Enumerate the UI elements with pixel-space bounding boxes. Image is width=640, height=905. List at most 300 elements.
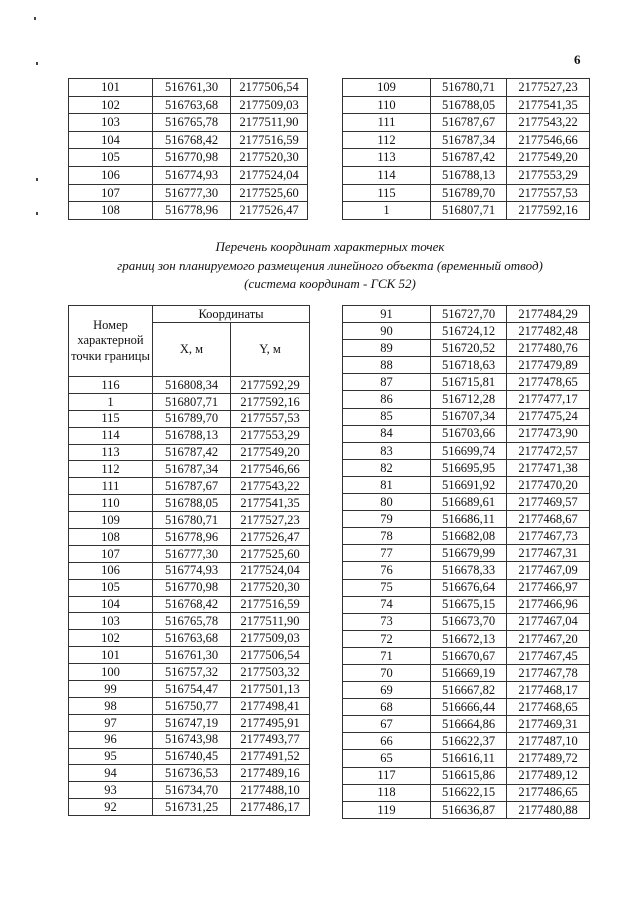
x-coordinate-cell: 516774,93 (153, 562, 231, 579)
x-coordinate-cell: 516778,96 (153, 529, 231, 546)
x-coordinate-cell: 516718,63 (431, 357, 507, 374)
point-number-cell: 114 (343, 166, 431, 184)
y-coordinate-cell: 2177557,53 (507, 184, 590, 202)
point-number-cell: 89 (343, 340, 431, 357)
y-coordinate-cell: 2177592,16 (507, 202, 590, 220)
point-number-cell: 93 (69, 782, 153, 799)
point-number-cell: 80 (343, 494, 431, 511)
table-row (343, 459, 590, 476)
y-coordinate-cell: 2177473,90 (507, 425, 590, 442)
point-number-cell: 102 (69, 630, 153, 647)
x-coordinate-cell: 516664,86 (431, 716, 507, 733)
point-number-cell: 111 (343, 114, 431, 132)
point-number-cell: 115 (69, 410, 153, 427)
scan-mark (36, 212, 38, 215)
point-number-cell: 116 (69, 377, 153, 394)
point-number-cell: 104 (69, 131, 153, 149)
y-coordinate-cell: 2177489,12 (507, 767, 590, 784)
y-coordinate-cell: 2177475,24 (507, 408, 590, 425)
x-coordinate-cell: 516678,33 (431, 562, 507, 579)
table-row (69, 731, 310, 748)
table-row (69, 596, 310, 613)
point-number-cell: 87 (343, 374, 431, 391)
y-coordinate-cell: 2177480,76 (507, 340, 590, 357)
header-coordinates: Координаты (153, 306, 310, 323)
y-coordinate-cell: 2177592,29 (231, 377, 310, 394)
table-row (343, 511, 590, 528)
table-row (343, 596, 590, 613)
y-coordinate-cell: 2177516,59 (231, 131, 308, 149)
x-coordinate-cell: 516636,87 (431, 801, 507, 818)
x-coordinate-cell: 516750,77 (153, 697, 231, 714)
point-number-cell: 81 (343, 476, 431, 493)
section-title-line-1: Перечень координат характерных точек (215, 239, 445, 254)
y-coordinate-cell: 2177557,53 (231, 410, 310, 427)
table-row (343, 699, 590, 716)
table-row (343, 613, 590, 630)
y-coordinate-cell: 2177468,67 (507, 511, 590, 528)
y-coordinate-cell: 2177527,23 (507, 79, 590, 97)
point-number-cell: 66 (343, 733, 431, 750)
point-number-cell: 86 (343, 391, 431, 408)
x-coordinate-cell: 516703,66 (431, 425, 507, 442)
y-coordinate-cell: 2177491,52 (231, 748, 310, 765)
table-row (343, 545, 590, 562)
x-coordinate-cell: 516788,05 (153, 495, 231, 512)
x-coordinate-cell: 516707,34 (431, 408, 507, 425)
table-row (69, 545, 310, 562)
table-row (343, 784, 590, 801)
y-coordinate-cell: 2177488,10 (231, 782, 310, 799)
y-coordinate-cell: 2177467,31 (507, 545, 590, 562)
y-coordinate-cell: 2177486,65 (507, 784, 590, 801)
y-coordinate-cell: 2177526,47 (231, 529, 310, 546)
x-coordinate-cell: 516672,13 (431, 630, 507, 647)
y-coordinate-cell: 2177467,04 (507, 613, 590, 630)
y-coordinate-cell: 2177592,16 (231, 393, 310, 410)
point-number-cell: 92 (69, 799, 153, 816)
y-coordinate-cell: 2177506,54 (231, 647, 310, 664)
y-coordinate-cell: 2177501,13 (231, 681, 310, 698)
table-row (343, 767, 590, 784)
table-row (69, 377, 310, 394)
y-coordinate-cell: 2177543,22 (507, 114, 590, 132)
x-coordinate-cell: 516768,42 (153, 131, 231, 149)
point-number-cell: 70 (343, 664, 431, 681)
x-coordinate-cell: 516622,15 (431, 784, 507, 801)
point-number-cell: 112 (69, 461, 153, 478)
x-coordinate-cell: 516770,98 (153, 579, 231, 596)
y-coordinate-cell: 2177516,59 (231, 596, 310, 613)
y-coordinate-cell: 2177484,29 (507, 306, 590, 323)
point-number-cell: 101 (69, 79, 153, 97)
coordinates-table-continued-right (342, 78, 590, 220)
table-row (343, 79, 590, 97)
table-row (343, 425, 590, 442)
y-coordinate-cell: 2177549,20 (507, 149, 590, 167)
point-number-cell: 113 (69, 444, 153, 461)
table-row (69, 765, 310, 782)
point-number-cell: 82 (343, 459, 431, 476)
x-coordinate-cell: 516615,86 (431, 767, 507, 784)
point-number-cell: 111 (69, 478, 153, 495)
point-number-cell: 78 (343, 528, 431, 545)
table-row (69, 664, 310, 681)
x-coordinate-cell: 516720,52 (431, 340, 507, 357)
table-row (343, 528, 590, 545)
table-row (343, 202, 590, 220)
x-coordinate-cell: 516761,30 (153, 79, 231, 97)
scan-mark (36, 178, 38, 181)
point-number-cell: 72 (343, 630, 431, 647)
point-number-cell: 73 (343, 613, 431, 630)
y-coordinate-cell: 2177543,22 (231, 478, 310, 495)
y-coordinate-cell: 2177471,38 (507, 459, 590, 476)
y-coordinate-cell: 2177520,30 (231, 149, 308, 167)
point-number-cell: 104 (69, 596, 153, 613)
table-row (69, 461, 310, 478)
point-number-cell: 77 (343, 545, 431, 562)
boundary-points-table-right (342, 305, 590, 819)
point-number-cell: 108 (69, 529, 153, 546)
x-coordinate-cell: 516686,11 (431, 511, 507, 528)
table-row (343, 184, 590, 202)
table-row (343, 96, 590, 114)
x-coordinate-cell: 516699,74 (431, 442, 507, 459)
table-row (69, 579, 310, 596)
y-coordinate-cell: 2177549,20 (231, 444, 310, 461)
table-row (69, 410, 310, 427)
table-row (69, 529, 310, 546)
x-coordinate-cell: 516747,19 (153, 714, 231, 731)
x-coordinate-cell: 516673,70 (431, 613, 507, 630)
point-number-cell: 76 (343, 562, 431, 579)
header-x: X, м (153, 323, 231, 377)
table-row (343, 114, 590, 132)
point-number-cell: 117 (343, 767, 431, 784)
point-number-cell: 101 (69, 647, 153, 664)
point-number-cell: 96 (69, 731, 153, 748)
y-coordinate-cell: 2177525,60 (231, 184, 308, 202)
table-row (343, 494, 590, 511)
table-row (343, 750, 590, 767)
x-coordinate-cell: 516788,13 (431, 166, 507, 184)
table-row (69, 697, 310, 714)
x-coordinate-cell: 516691,92 (431, 476, 507, 493)
y-coordinate-cell: 2177469,57 (507, 494, 590, 511)
point-number-cell: 74 (343, 596, 431, 613)
y-coordinate-cell: 2177503,32 (231, 664, 310, 681)
table-row (343, 391, 590, 408)
y-coordinate-cell: 2177489,72 (507, 750, 590, 767)
point-number-cell: 97 (69, 714, 153, 731)
y-coordinate-cell: 2177468,17 (507, 682, 590, 699)
y-coordinate-cell: 2177470,20 (507, 476, 590, 493)
table-row (69, 630, 310, 647)
table-row (69, 166, 308, 184)
x-coordinate-cell: 516724,12 (431, 323, 507, 340)
x-coordinate-cell: 516780,71 (153, 512, 231, 529)
table-row (69, 562, 310, 579)
point-number-cell: 109 (343, 79, 431, 97)
table-row (69, 613, 310, 630)
x-coordinate-cell: 516774,93 (153, 166, 231, 184)
table-row (343, 306, 590, 323)
point-number-cell: 118 (343, 784, 431, 801)
point-number-cell: 88 (343, 357, 431, 374)
y-coordinate-cell: 2177506,54 (231, 79, 308, 97)
table-row (69, 149, 308, 167)
point-number-cell: 99 (69, 681, 153, 698)
point-number-cell: 1 (69, 393, 153, 410)
x-coordinate-cell: 516780,71 (431, 79, 507, 97)
header-y: Y, м (231, 323, 310, 377)
section-title-line-2: границ зон планируемого размещения линейного объекта (временный отвод) (117, 257, 543, 273)
x-coordinate-cell: 516682,08 (431, 528, 507, 545)
y-coordinate-cell: 2177486,17 (231, 799, 310, 816)
point-number-cell: 85 (343, 408, 431, 425)
point-number-cell: 68 (343, 699, 431, 716)
x-coordinate-cell: 516616,11 (431, 750, 507, 767)
x-coordinate-cell: 516787,67 (431, 114, 507, 132)
point-number-cell: 102 (69, 96, 153, 114)
section-title-line-3: (система координат - ГСК 52) (244, 276, 416, 291)
table-row (69, 799, 310, 816)
table-row (69, 131, 308, 149)
x-coordinate-cell: 516787,67 (153, 478, 231, 495)
y-coordinate-cell: 2177467,09 (507, 562, 590, 579)
y-coordinate-cell: 2177467,45 (507, 647, 590, 664)
x-coordinate-cell: 516778,96 (153, 202, 231, 220)
y-coordinate-cell: 2177527,23 (231, 512, 310, 529)
y-coordinate-cell: 2177546,66 (231, 461, 310, 478)
x-coordinate-cell: 516765,78 (153, 114, 231, 132)
x-coordinate-cell: 516807,71 (431, 202, 507, 220)
point-number-cell: 106 (69, 166, 153, 184)
point-number-cell: 107 (69, 545, 153, 562)
y-coordinate-cell: 2177520,30 (231, 579, 310, 596)
y-coordinate-cell: 2177478,65 (507, 374, 590, 391)
table-row (343, 131, 590, 149)
x-coordinate-cell: 516763,68 (153, 630, 231, 647)
y-coordinate-cell: 2177469,31 (507, 716, 590, 733)
point-number-cell: 75 (343, 579, 431, 596)
table-row (343, 716, 590, 733)
table-row (343, 630, 590, 647)
point-number-cell: 119 (343, 801, 431, 818)
y-coordinate-cell: 2177467,78 (507, 664, 590, 681)
table-row (343, 664, 590, 681)
y-coordinate-cell: 2177466,97 (507, 579, 590, 596)
point-number-cell: 112 (343, 131, 431, 149)
point-number-cell: 110 (69, 495, 153, 512)
table-row (343, 323, 590, 340)
point-number-cell: 103 (69, 613, 153, 630)
x-coordinate-cell: 516787,34 (431, 131, 507, 149)
x-coordinate-cell: 516788,05 (431, 96, 507, 114)
point-number-cell: 1 (343, 202, 431, 220)
x-coordinate-cell: 516808,34 (153, 377, 231, 394)
y-coordinate-cell: 2177489,16 (231, 765, 310, 782)
y-coordinate-cell: 2177511,90 (231, 613, 310, 630)
x-coordinate-cell: 516667,82 (431, 682, 507, 699)
table-row (343, 442, 590, 459)
y-coordinate-cell: 2177546,66 (507, 131, 590, 149)
table-row (69, 495, 310, 512)
point-number-cell: 108 (69, 202, 153, 220)
x-coordinate-cell: 516676,64 (431, 579, 507, 596)
y-coordinate-cell: 2177477,17 (507, 391, 590, 408)
table-row (69, 748, 310, 765)
table-row (69, 782, 310, 799)
x-coordinate-cell: 516675,15 (431, 596, 507, 613)
x-coordinate-cell: 516807,71 (153, 393, 231, 410)
table-row (343, 647, 590, 664)
point-number-cell: 110 (343, 96, 431, 114)
y-coordinate-cell: 2177553,29 (231, 427, 310, 444)
point-number-cell: 113 (343, 149, 431, 167)
y-coordinate-cell: 2177495,91 (231, 714, 310, 731)
point-number-cell: 95 (69, 748, 153, 765)
point-number-cell: 114 (69, 427, 153, 444)
x-coordinate-cell: 516787,42 (431, 149, 507, 167)
table-row (343, 801, 590, 818)
point-number-cell: 83 (343, 442, 431, 459)
table-row (343, 579, 590, 596)
x-coordinate-cell: 516695,95 (431, 459, 507, 476)
point-number-cell: 94 (69, 765, 153, 782)
x-coordinate-cell: 516669,19 (431, 664, 507, 681)
point-number-cell: 84 (343, 425, 431, 442)
table-row (343, 357, 590, 374)
point-number-cell: 79 (343, 511, 431, 528)
table-row (69, 512, 310, 529)
x-coordinate-cell: 516715,81 (431, 374, 507, 391)
page-number: 6 (574, 52, 581, 67)
point-number-cell: 67 (343, 716, 431, 733)
point-number-cell: 109 (69, 512, 153, 529)
x-coordinate-cell: 516712,28 (431, 391, 507, 408)
y-coordinate-cell: 2177472,57 (507, 442, 590, 459)
x-coordinate-cell: 516622,37 (431, 733, 507, 750)
x-coordinate-cell: 516727,70 (431, 306, 507, 323)
point-number-cell: 107 (69, 184, 153, 202)
x-coordinate-cell: 516740,45 (153, 748, 231, 765)
point-number-cell: 65 (343, 750, 431, 767)
y-coordinate-cell: 2177511,90 (231, 114, 308, 132)
x-coordinate-cell: 516761,30 (153, 647, 231, 664)
x-coordinate-cell: 516770,98 (153, 149, 231, 167)
y-coordinate-cell: 2177525,60 (231, 545, 310, 562)
table-row (343, 682, 590, 699)
point-number-cell: 103 (69, 114, 153, 132)
y-coordinate-cell: 2177468,65 (507, 699, 590, 716)
scan-mark (36, 62, 38, 65)
y-coordinate-cell: 2177509,03 (231, 630, 310, 647)
y-coordinate-cell: 2177541,35 (507, 96, 590, 114)
point-number-cell: 105 (69, 149, 153, 167)
x-coordinate-cell: 516666,44 (431, 699, 507, 716)
table-row (69, 393, 310, 410)
table-row (69, 714, 310, 731)
x-coordinate-cell: 516789,70 (153, 410, 231, 427)
table-row (69, 96, 308, 114)
y-coordinate-cell: 2177498,41 (231, 697, 310, 714)
y-coordinate-cell: 2177524,04 (231, 166, 308, 184)
x-coordinate-cell: 516670,67 (431, 647, 507, 664)
section-title (0, 238, 640, 294)
table-row (69, 114, 308, 132)
table-row (343, 476, 590, 493)
y-coordinate-cell: 2177526,47 (231, 202, 308, 220)
x-coordinate-cell: 516679,99 (431, 545, 507, 562)
y-coordinate-cell: 2177541,35 (231, 495, 310, 512)
x-coordinate-cell: 516789,70 (431, 184, 507, 202)
y-coordinate-cell: 2177479,89 (507, 357, 590, 374)
point-number-cell: 71 (343, 647, 431, 664)
y-coordinate-cell: 2177553,29 (507, 166, 590, 184)
table-row (69, 202, 308, 220)
x-coordinate-cell: 516787,42 (153, 444, 231, 461)
table-row (343, 562, 590, 579)
boundary-points-table-left (68, 305, 310, 816)
x-coordinate-cell: 516736,53 (153, 765, 231, 782)
x-coordinate-cell: 516765,78 (153, 613, 231, 630)
table-row (343, 340, 590, 357)
table-row (69, 427, 310, 444)
x-coordinate-cell: 516788,13 (153, 427, 231, 444)
y-coordinate-cell: 2177467,73 (507, 528, 590, 545)
table-row (343, 149, 590, 167)
table-row (343, 166, 590, 184)
x-coordinate-cell: 516731,25 (153, 799, 231, 816)
table-row (69, 681, 310, 698)
point-number-cell: 115 (343, 184, 431, 202)
y-coordinate-cell: 2177466,96 (507, 596, 590, 613)
x-coordinate-cell: 516763,68 (153, 96, 231, 114)
x-coordinate-cell: 516734,70 (153, 782, 231, 799)
scan-mark (34, 17, 36, 20)
table-row (343, 408, 590, 425)
x-coordinate-cell: 516689,61 (431, 494, 507, 511)
x-coordinate-cell: 516743,98 (153, 731, 231, 748)
table-row (343, 733, 590, 750)
point-number-cell: 69 (343, 682, 431, 699)
y-coordinate-cell: 2177493,77 (231, 731, 310, 748)
point-number-cell: 105 (69, 579, 153, 596)
coordinates-table-continued-left (68, 78, 308, 220)
y-coordinate-cell: 2177487,10 (507, 733, 590, 750)
x-coordinate-cell: 516754,47 (153, 681, 231, 698)
y-coordinate-cell: 2177467,20 (507, 630, 590, 647)
x-coordinate-cell: 516777,30 (153, 184, 231, 202)
table-row (69, 647, 310, 664)
table-row (69, 444, 310, 461)
point-number-cell: 106 (69, 562, 153, 579)
table-row (69, 184, 308, 202)
y-coordinate-cell: 2177524,04 (231, 562, 310, 579)
table-row (343, 374, 590, 391)
point-number-cell: 90 (343, 323, 431, 340)
x-coordinate-cell: 516757,32 (153, 664, 231, 681)
x-coordinate-cell: 516768,42 (153, 596, 231, 613)
header-point-number: Номер характерной точки границы (69, 306, 153, 377)
point-number-cell: 100 (69, 664, 153, 681)
table-row (69, 79, 308, 97)
point-number-cell: 98 (69, 697, 153, 714)
x-coordinate-cell: 516787,34 (153, 461, 231, 478)
point-number-cell: 91 (343, 306, 431, 323)
